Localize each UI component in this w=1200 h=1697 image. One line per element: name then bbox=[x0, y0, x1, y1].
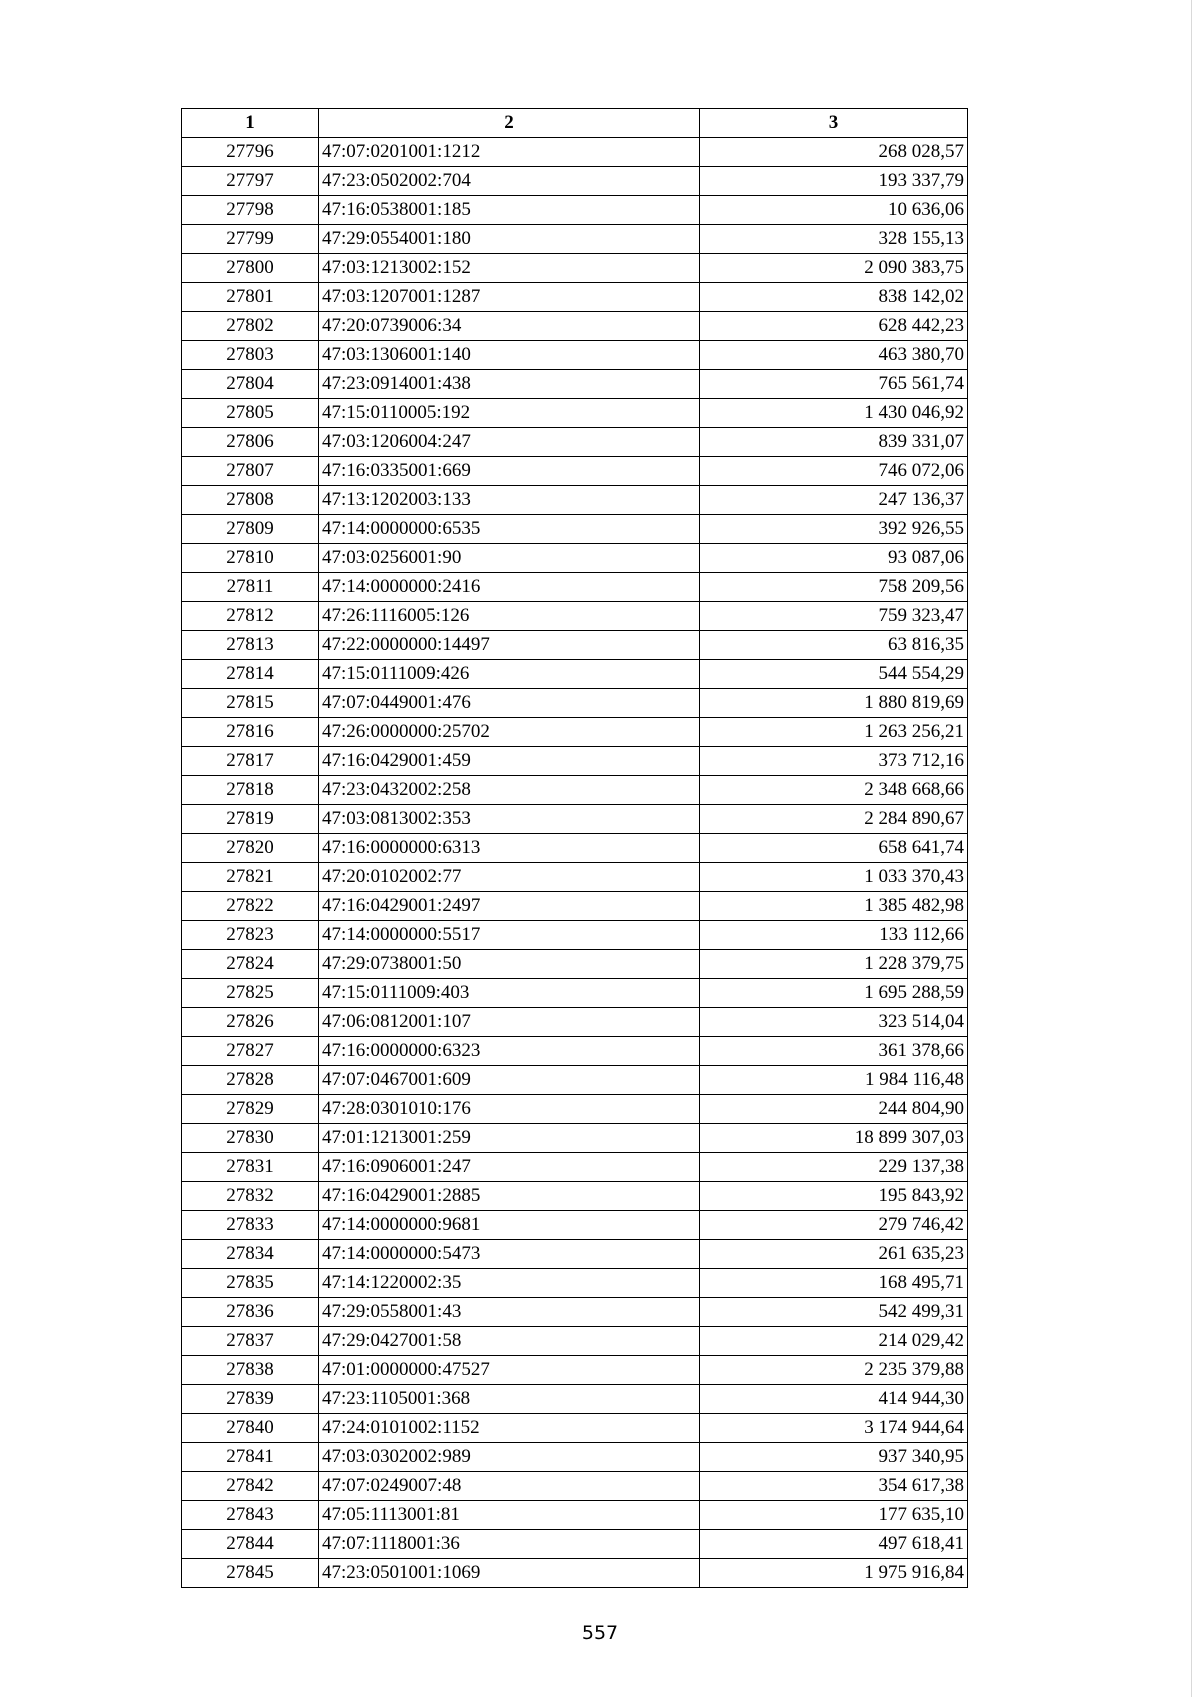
column-header-3: 3 bbox=[700, 109, 968, 138]
table-row bbox=[182, 921, 968, 950]
cadastral-number-cell: 47:05:1113001:81 bbox=[319, 1501, 700, 1530]
row-number-cell: 27812 bbox=[182, 602, 319, 631]
row-number-cell: 27801 bbox=[182, 283, 319, 312]
table-row bbox=[182, 457, 968, 486]
value-cell: 1 695 288,59 bbox=[700, 979, 968, 1008]
value-cell: 261 635,23 bbox=[700, 1240, 968, 1269]
table-row bbox=[182, 660, 968, 689]
value-cell: 373 712,16 bbox=[700, 747, 968, 776]
table-row bbox=[182, 370, 968, 399]
cadastral-number-cell: 47:15:0111009:426 bbox=[319, 660, 700, 689]
row-number-cell: 27810 bbox=[182, 544, 319, 573]
value-cell: 354 617,38 bbox=[700, 1472, 968, 1501]
row-number-cell: 27796 bbox=[182, 138, 319, 167]
cadastral-number-cell: 47:16:0335001:669 bbox=[319, 457, 700, 486]
value-cell: 229 137,38 bbox=[700, 1153, 968, 1182]
table-row bbox=[182, 1356, 968, 1385]
table-row bbox=[182, 399, 968, 428]
table-row bbox=[182, 341, 968, 370]
table-row bbox=[182, 1327, 968, 1356]
row-number-cell: 27837 bbox=[182, 1327, 319, 1356]
table-row bbox=[182, 1124, 968, 1153]
value-cell: 3 174 944,64 bbox=[700, 1414, 968, 1443]
cadastral-number-cell: 47:01:1213001:259 bbox=[319, 1124, 700, 1153]
cadastral-number-cell: 47:15:0111009:403 bbox=[319, 979, 700, 1008]
cadastral-number-cell: 47:01:0000000:47527 bbox=[319, 1356, 700, 1385]
row-number-cell: 27816 bbox=[182, 718, 319, 747]
value-cell: 628 442,23 bbox=[700, 312, 968, 341]
table-row bbox=[182, 1269, 968, 1298]
table-row bbox=[182, 225, 968, 254]
value-cell: 838 142,02 bbox=[700, 283, 968, 312]
table-row bbox=[182, 254, 968, 283]
cadastral-number-cell: 47:16:0429001:2885 bbox=[319, 1182, 700, 1211]
table-row bbox=[182, 1472, 968, 1501]
cadastral-number-cell: 47:16:0538001:185 bbox=[319, 196, 700, 225]
row-number-cell: 27841 bbox=[182, 1443, 319, 1472]
value-cell: 658 641,74 bbox=[700, 834, 968, 863]
row-number-cell: 27809 bbox=[182, 515, 319, 544]
row-number-cell: 27800 bbox=[182, 254, 319, 283]
value-cell: 247 136,37 bbox=[700, 486, 968, 515]
cadastral-number-cell: 47:23:0432002:258 bbox=[319, 776, 700, 805]
table-row bbox=[182, 1240, 968, 1269]
value-cell: 765 561,74 bbox=[700, 370, 968, 399]
row-number-cell: 27803 bbox=[182, 341, 319, 370]
page-edge-line bbox=[1191, 0, 1192, 1697]
table-row bbox=[182, 486, 968, 515]
cadastral-number-cell: 47:28:0301010:176 bbox=[319, 1095, 700, 1124]
table-row bbox=[182, 1095, 968, 1124]
table-row bbox=[182, 1008, 968, 1037]
cadastral-number-cell: 47:03:0302002:989 bbox=[319, 1443, 700, 1472]
table-row bbox=[182, 1037, 968, 1066]
table-row bbox=[182, 283, 968, 312]
value-cell: 18 899 307,03 bbox=[700, 1124, 968, 1153]
row-number-cell: 27821 bbox=[182, 863, 319, 892]
table-row bbox=[182, 1385, 968, 1414]
table-row bbox=[182, 138, 968, 167]
cadastral-number-cell: 47:07:0449001:476 bbox=[319, 689, 700, 718]
cadastral-number-cell: 47:14:0000000:2416 bbox=[319, 573, 700, 602]
cadastral-number-cell: 47:15:0110005:192 bbox=[319, 399, 700, 428]
cadastral-number-cell: 47:07:1118001:36 bbox=[319, 1530, 700, 1559]
page-number: 557 bbox=[581, 1622, 619, 1644]
value-cell: 168 495,71 bbox=[700, 1269, 968, 1298]
value-cell: 93 087,06 bbox=[700, 544, 968, 573]
row-number-cell: 27834 bbox=[182, 1240, 319, 1269]
row-number-cell: 27844 bbox=[182, 1530, 319, 1559]
value-cell: 279 746,42 bbox=[700, 1211, 968, 1240]
value-cell: 463 380,70 bbox=[700, 341, 968, 370]
table-row bbox=[182, 544, 968, 573]
value-cell: 1 263 256,21 bbox=[700, 718, 968, 747]
table-row bbox=[182, 689, 968, 718]
row-number-cell: 27817 bbox=[182, 747, 319, 776]
table-row bbox=[182, 515, 968, 544]
table-row bbox=[182, 1153, 968, 1182]
cadastral-number-cell: 47:14:0000000:9681 bbox=[319, 1211, 700, 1240]
data-table bbox=[181, 108, 968, 1588]
cadastral-number-cell: 47:07:0467001:609 bbox=[319, 1066, 700, 1095]
value-cell: 544 554,29 bbox=[700, 660, 968, 689]
row-number-cell: 27830 bbox=[182, 1124, 319, 1153]
table-row bbox=[182, 1414, 968, 1443]
table-row bbox=[182, 428, 968, 457]
table-row bbox=[182, 1066, 968, 1095]
row-number-cell: 27835 bbox=[182, 1269, 319, 1298]
row-number-cell: 27799 bbox=[182, 225, 319, 254]
cadastral-number-cell: 47:13:1202003:133 bbox=[319, 486, 700, 515]
value-cell: 1 430 046,92 bbox=[700, 399, 968, 428]
table-row bbox=[182, 805, 968, 834]
table-row bbox=[182, 718, 968, 747]
row-number-cell: 27808 bbox=[182, 486, 319, 515]
cadastral-number-cell: 47:14:0000000:6535 bbox=[319, 515, 700, 544]
value-cell: 214 029,42 bbox=[700, 1327, 968, 1356]
row-number-cell: 27839 bbox=[182, 1385, 319, 1414]
cadastral-number-cell: 47:14:1220002:35 bbox=[319, 1269, 700, 1298]
cadastral-number-cell: 47:03:0256001:90 bbox=[319, 544, 700, 573]
cadastral-number-cell: 47:20:0739006:34 bbox=[319, 312, 700, 341]
value-cell: 497 618,41 bbox=[700, 1530, 968, 1559]
cadastral-number-cell: 47:20:0102002:77 bbox=[319, 863, 700, 892]
row-number-cell: 27833 bbox=[182, 1211, 319, 1240]
value-cell: 1 228 379,75 bbox=[700, 950, 968, 979]
row-number-cell: 27806 bbox=[182, 428, 319, 457]
row-number-cell: 27842 bbox=[182, 1472, 319, 1501]
row-number-cell: 27797 bbox=[182, 167, 319, 196]
cadastral-number-cell: 47:24:0101002:1152 bbox=[319, 1414, 700, 1443]
value-cell: 10 636,06 bbox=[700, 196, 968, 225]
row-number-cell: 27824 bbox=[182, 950, 319, 979]
value-cell: 177 635,10 bbox=[700, 1501, 968, 1530]
row-number-cell: 27815 bbox=[182, 689, 319, 718]
cadastral-number-cell: 47:07:0201001:1212 bbox=[319, 138, 700, 167]
row-number-cell: 27813 bbox=[182, 631, 319, 660]
value-cell: 758 209,56 bbox=[700, 573, 968, 602]
cadastral-number-cell: 47:23:0501001:1069 bbox=[319, 1559, 700, 1588]
row-number-cell: 27819 bbox=[182, 805, 319, 834]
row-number-cell: 27823 bbox=[182, 921, 319, 950]
table-row bbox=[182, 602, 968, 631]
value-cell: 63 816,35 bbox=[700, 631, 968, 660]
cadastral-number-cell: 47:03:0813002:353 bbox=[319, 805, 700, 834]
cadastral-number-cell: 47:29:0558001:43 bbox=[319, 1298, 700, 1327]
value-cell: 1 880 819,69 bbox=[700, 689, 968, 718]
cadastral-number-cell: 47:07:0249007:48 bbox=[319, 1472, 700, 1501]
value-cell: 2 348 668,66 bbox=[700, 776, 968, 805]
row-number-cell: 27814 bbox=[182, 660, 319, 689]
row-number-cell: 27832 bbox=[182, 1182, 319, 1211]
row-number-cell: 27826 bbox=[182, 1008, 319, 1037]
value-cell: 133 112,66 bbox=[700, 921, 968, 950]
table-row bbox=[182, 1530, 968, 1559]
table-row bbox=[182, 631, 968, 660]
cadastral-number-cell: 47:23:1105001:368 bbox=[319, 1385, 700, 1414]
cadastral-number-cell: 47:14:0000000:5473 bbox=[319, 1240, 700, 1269]
table-row bbox=[182, 1559, 968, 1588]
cadastral-number-cell: 47:22:0000000:14497 bbox=[319, 631, 700, 660]
value-cell: 839 331,07 bbox=[700, 428, 968, 457]
row-number-cell: 27802 bbox=[182, 312, 319, 341]
table-row bbox=[182, 196, 968, 225]
cadastral-number-cell: 47:26:1116005:126 bbox=[319, 602, 700, 631]
cadastral-number-cell: 47:16:0429001:2497 bbox=[319, 892, 700, 921]
value-cell: 746 072,06 bbox=[700, 457, 968, 486]
cadastral-number-cell: 47:03:1213002:152 bbox=[319, 254, 700, 283]
row-number-cell: 27840 bbox=[182, 1414, 319, 1443]
row-number-cell: 27838 bbox=[182, 1356, 319, 1385]
row-number-cell: 27822 bbox=[182, 892, 319, 921]
value-cell: 244 804,90 bbox=[700, 1095, 968, 1124]
table-body bbox=[182, 138, 968, 1588]
table-row bbox=[182, 863, 968, 892]
table-row bbox=[182, 834, 968, 863]
cadastral-number-cell: 47:16:0429001:459 bbox=[319, 747, 700, 776]
cadastral-number-cell: 47:03:1207001:1287 bbox=[319, 283, 700, 312]
value-cell: 1 385 482,98 bbox=[700, 892, 968, 921]
table-row bbox=[182, 1501, 968, 1530]
row-number-cell: 27798 bbox=[182, 196, 319, 225]
row-number-cell: 27807 bbox=[182, 457, 319, 486]
row-number-cell: 27811 bbox=[182, 573, 319, 602]
table-row bbox=[182, 167, 968, 196]
value-cell: 323 514,04 bbox=[700, 1008, 968, 1037]
cadastral-number-cell: 47:16:0000000:6323 bbox=[319, 1037, 700, 1066]
cadastral-number-cell: 47:14:0000000:5517 bbox=[319, 921, 700, 950]
cadastral-number-cell: 47:16:0906001:247 bbox=[319, 1153, 700, 1182]
row-number-cell: 27827 bbox=[182, 1037, 319, 1066]
row-number-cell: 27828 bbox=[182, 1066, 319, 1095]
value-cell: 1 984 116,48 bbox=[700, 1066, 968, 1095]
row-number-cell: 27805 bbox=[182, 399, 319, 428]
value-cell: 2 090 383,75 bbox=[700, 254, 968, 283]
cadastral-number-cell: 47:29:0427001:58 bbox=[319, 1327, 700, 1356]
table-row bbox=[182, 776, 968, 805]
table-row bbox=[182, 1182, 968, 1211]
table-row bbox=[182, 979, 968, 1008]
value-cell: 195 843,92 bbox=[700, 1182, 968, 1211]
cadastral-number-cell: 47:16:0000000:6313 bbox=[319, 834, 700, 863]
cadastral-number-cell: 47:23:0914001:438 bbox=[319, 370, 700, 399]
table-row bbox=[182, 573, 968, 602]
table-row bbox=[182, 950, 968, 979]
table-header bbox=[182, 109, 968, 138]
table-row bbox=[182, 312, 968, 341]
value-cell: 2 284 890,67 bbox=[700, 805, 968, 834]
row-number-cell: 27845 bbox=[182, 1559, 319, 1588]
cadastral-number-cell: 47:29:0554001:180 bbox=[319, 225, 700, 254]
value-cell: 1 975 916,84 bbox=[700, 1559, 968, 1588]
value-cell: 193 337,79 bbox=[700, 167, 968, 196]
value-cell: 268 028,57 bbox=[700, 138, 968, 167]
value-cell: 1 033 370,43 bbox=[700, 863, 968, 892]
value-cell: 937 340,95 bbox=[700, 1443, 968, 1472]
row-number-cell: 27829 bbox=[182, 1095, 319, 1124]
cadastral-number-cell: 47:23:0502002:704 bbox=[319, 167, 700, 196]
value-cell: 759 323,47 bbox=[700, 602, 968, 631]
row-number-cell: 27836 bbox=[182, 1298, 319, 1327]
column-header-2: 2 bbox=[319, 109, 700, 138]
cadastral-number-cell: 47:29:0738001:50 bbox=[319, 950, 700, 979]
table-header-row bbox=[182, 109, 968, 138]
cadastral-number-cell: 47:03:1306001:140 bbox=[319, 341, 700, 370]
table-row bbox=[182, 892, 968, 921]
table-row bbox=[182, 747, 968, 776]
table-row bbox=[182, 1211, 968, 1240]
row-number-cell: 27825 bbox=[182, 979, 319, 1008]
cadastral-number-cell: 47:03:1206004:247 bbox=[319, 428, 700, 457]
column-header-1: 1 bbox=[182, 109, 319, 138]
row-number-cell: 27820 bbox=[182, 834, 319, 863]
cadastral-number-cell: 47:26:0000000:25702 bbox=[319, 718, 700, 747]
row-number-cell: 27818 bbox=[182, 776, 319, 805]
row-number-cell: 27804 bbox=[182, 370, 319, 399]
row-number-cell: 27843 bbox=[182, 1501, 319, 1530]
value-cell: 361 378,66 bbox=[700, 1037, 968, 1066]
cadastral-number-cell: 47:06:0812001:107 bbox=[319, 1008, 700, 1037]
value-cell: 2 235 379,88 bbox=[700, 1356, 968, 1385]
value-cell: 392 926,55 bbox=[700, 515, 968, 544]
value-cell: 414 944,30 bbox=[700, 1385, 968, 1414]
table-row bbox=[182, 1443, 968, 1472]
row-number-cell: 27831 bbox=[182, 1153, 319, 1182]
value-cell: 328 155,13 bbox=[700, 225, 968, 254]
table-row bbox=[182, 1298, 968, 1327]
value-cell: 542 499,31 bbox=[700, 1298, 968, 1327]
